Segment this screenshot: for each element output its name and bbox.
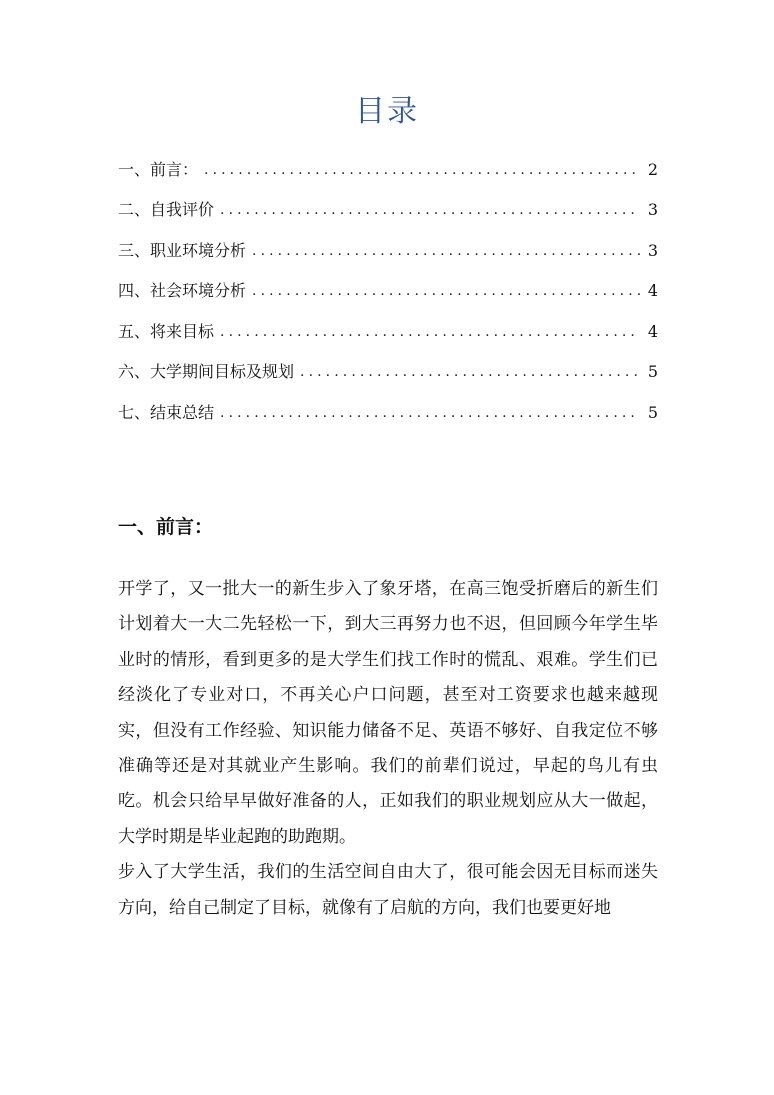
section-heading: 一、前言： — [118, 516, 214, 538]
toc-entry-university-plan[interactable] — [118, 345, 658, 386]
toc-entry-label: 四、社会环境分析 — [118, 281, 247, 300]
toc-entry-career-environment[interactable] — [118, 223, 658, 264]
toc-dot-leader — [220, 400, 640, 426]
body-paragraph: 开学了，又一批大一的新生步入了象牙塔，在高三饱受折磨后的新生们计划着大一大二先轻松一下，到大三再努力也不迟，但回顾今年学生毕业时的情形，看到更多的是大学生们找工作时的慌乱、艰难。学生们已经淡化了专业对口，不再关心户口问题，甚至对工资要求也越来越现实，但没有工作经验、知识能力储备不足、英语不够好、自我定位不够准确等还是对其就业产生影响。我们的前辈们说过，早起的鸟儿有虫吃。机会只给早早做好准备的人，正如我们的职业规划应从大一做起，大学时期是毕业起跑的助跑期。 — [118, 579, 658, 847]
toc-entry-self-evaluation[interactable] — [118, 183, 658, 224]
toc-entry-label: 三、职业环境分析 — [118, 240, 247, 260]
table-of-contents — [118, 142, 658, 426]
toc-entry-page-number: 2 — [647, 159, 658, 179]
toc-dot-leader — [252, 238, 640, 264]
toc-entry-page-number: 5 — [647, 402, 658, 422]
toc-entry-future-goals[interactable] — [118, 304, 658, 345]
toc-entry-label: 一、前言： — [118, 159, 199, 179]
toc-title: 目录 — [355, 94, 419, 129]
toc-entry-social-environment[interactable] — [118, 264, 658, 305]
toc-dot-leader — [300, 359, 640, 385]
toc-entry-page-number: 5 — [647, 362, 658, 381]
section-body — [118, 572, 658, 926]
toc-entry-page-number: 4 — [647, 321, 658, 341]
toc-dot-leader — [220, 197, 640, 223]
toc-dot-leader — [204, 157, 640, 183]
toc-entry-conclusion[interactable] — [118, 385, 658, 426]
body-paragraph: 步入了大学生活，我们的生活空间自由大了，很可能会因无目标而迷失方向，给自己制定了目标，就像有了启航的方向，我们也要更好地 — [118, 862, 658, 918]
toc-entry-label: 五、将来目标 — [118, 321, 215, 341]
toc-entry-page-number: 4 — [647, 281, 658, 300]
toc-entry-label: 七、结束总结 — [118, 402, 215, 422]
toc-entry-label: 二、自我评价 — [118, 200, 215, 219]
toc-dot-leader — [252, 278, 640, 304]
toc-entry-preface[interactable] — [118, 142, 658, 183]
toc-entry-page-number: 3 — [647, 200, 658, 219]
toc-dot-leader — [220, 319, 640, 345]
toc-entry-label: 六、大学期间目标及规划 — [118, 362, 295, 381]
toc-entry-page-number: 3 — [647, 240, 658, 260]
